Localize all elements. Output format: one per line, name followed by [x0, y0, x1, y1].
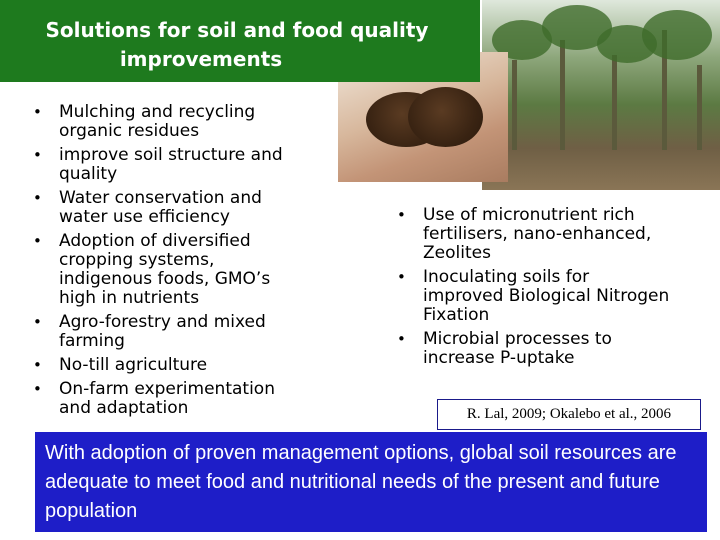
banana-plantation-photo	[482, 0, 720, 190]
bullet-item: • Inoculating soils for improved Biological Nitrogen Fixation	[391, 268, 671, 325]
bullet-item: • On-farm experimentation and adaptation	[27, 380, 302, 418]
bullet-item: • Use of micronutrient rich fertilisers, nano-enhanced, Zeolites	[391, 206, 671, 263]
bullet-item: • Adoption of diversified cropping systems, indigenous foods, GMO’s high in nutrients	[27, 232, 302, 308]
bullet-item: • Microbial processes to increase P-uptake	[391, 330, 671, 368]
title-banner	[0, 0, 480, 82]
slide-title-line-2: improvements	[119, 47, 283, 71]
conclusion-box: With adoption of proven management options, global soil resources are adequate to meet food and nutritional needs of the present and future population	[35, 432, 707, 532]
bullet-item: • improve soil structure and quality	[27, 146, 302, 184]
bullet-item: • No-till agriculture	[27, 356, 302, 375]
slide-title-line-1: Solutions for soil and food quality	[45, 18, 429, 42]
bullet-item: • Agro-forestry and mixed farming	[27, 313, 302, 351]
right-bullet-list	[391, 206, 671, 373]
citation-box: R. Lal, 2009; Okalebo et al., 2006	[437, 399, 701, 430]
bullet-item: • Water conservation and water use efficiency	[27, 189, 302, 227]
bullet-item: • Mulching and recycling organic residues	[27, 103, 302, 141]
left-bullet-list	[27, 103, 302, 423]
